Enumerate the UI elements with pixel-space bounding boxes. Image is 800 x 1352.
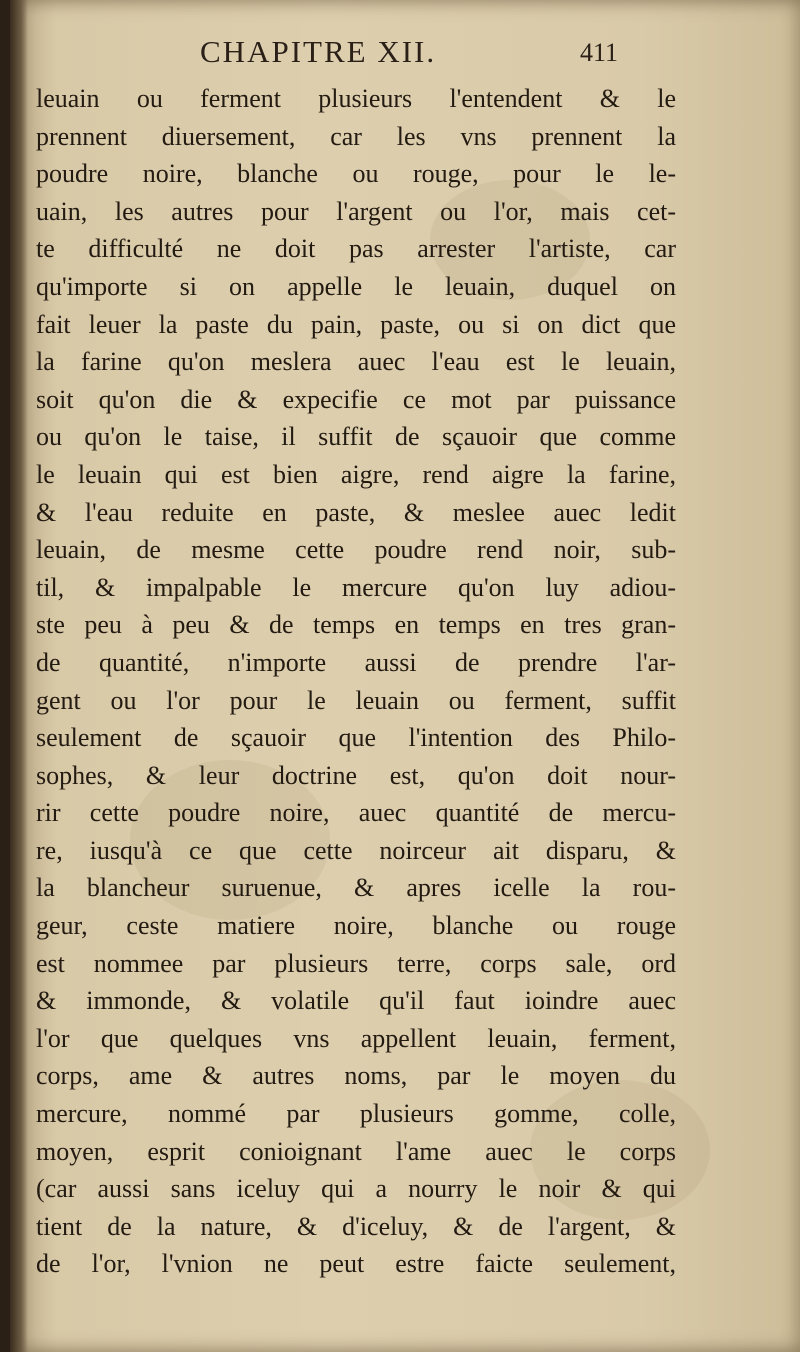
book-page [10,0,800,1352]
text-line: corps, ame & autres noms, par le moyen du [36,1061,676,1091]
text-line: est nommee par plusieurs terre, corps sale, ord [36,948,676,978]
text-line: la farine qu'on meslera auec l'eau est le leuain, [36,347,676,377]
text-line: & immonde, & volatile qu'il faut ioindre auec [36,986,676,1016]
text-line: poudre noire, blanche ou rouge, pour le le- [36,159,676,189]
text-line: l'or que quelques vns appellent leuain, ferment, [36,1023,676,1053]
text-line: re, iusqu'à ce que cette noirceur ait disparu, & [36,835,676,865]
text-line: leuain ou ferment plusieurs l'entendent & le [36,84,676,113]
text-line: te difficulté ne doit pas arrester l'artiste, car [36,234,676,264]
text-line: la blancheur suruenue, & apres icelle la rou- [36,873,676,903]
text-line: soit qu'on die & expecifie ce mot par puissance [36,384,676,414]
text-line: gent ou l'or pour le leuain ou ferment, suffit [36,685,676,715]
text-line: mercure, nommé par plusieurs gomme, colle, [36,1099,676,1129]
text-line: ou qu'on le taise, il suffit de sçauoir que comme [36,422,676,452]
text-line: fait leuer la paste du pain, paste, ou si on dict que [36,309,676,339]
text-line: tient de la nature, & d'iceluy, & de l'argent, & [36,1211,676,1241]
text-line: til, & impalpable le mercure qu'on luy adiou- [36,572,676,602]
text-line: leuain, de mesme cette poudre rend noir, sub- [36,535,676,565]
text-line: seulement de sçauoir que l'intention des Philo- [36,723,676,753]
running-header [10,34,800,82]
text-line: ste peu à peu & de temps en temps en tres gran- [36,610,676,640]
text-line: rir cette poudre noire, auec quantité de mercu- [36,798,676,828]
text-line: & l'eau reduite en paste, & meslee auec ledit [36,497,676,527]
page-gutter [10,0,28,1352]
page-number: 411 [580,38,619,67]
body-text [36,80,676,1283]
text-line: geur, ceste matiere noire, blanche ou rouge [36,911,676,941]
text-line: de quantité, n'importe aussi de prendre l'ar- [36,647,676,677]
text-line: prennent diuersement, car les vns prennent la [36,121,676,151]
text-line: de l'or, l'vnion ne peut estre faicte seulement, [36,1249,676,1279]
text-line: sophes, & leur doctrine est, qu'on doit nour- [36,760,676,790]
text-line: le leuain qui est bien aigre, rend aigre la farine, [36,459,676,489]
text-line: qu'importe si on appelle le leuain, duquel on [36,271,676,301]
text-line: uain, les autres pour l'argent ou l'or, mais cet- [36,196,676,226]
text-line: (car aussi sans iceluy qui a nourry le noir & qui [36,1174,676,1204]
text-line: moyen, esprit conioignant l'ame auec le corps [36,1136,676,1166]
chapter-title: CHAPITRE XII. [200,34,437,69]
